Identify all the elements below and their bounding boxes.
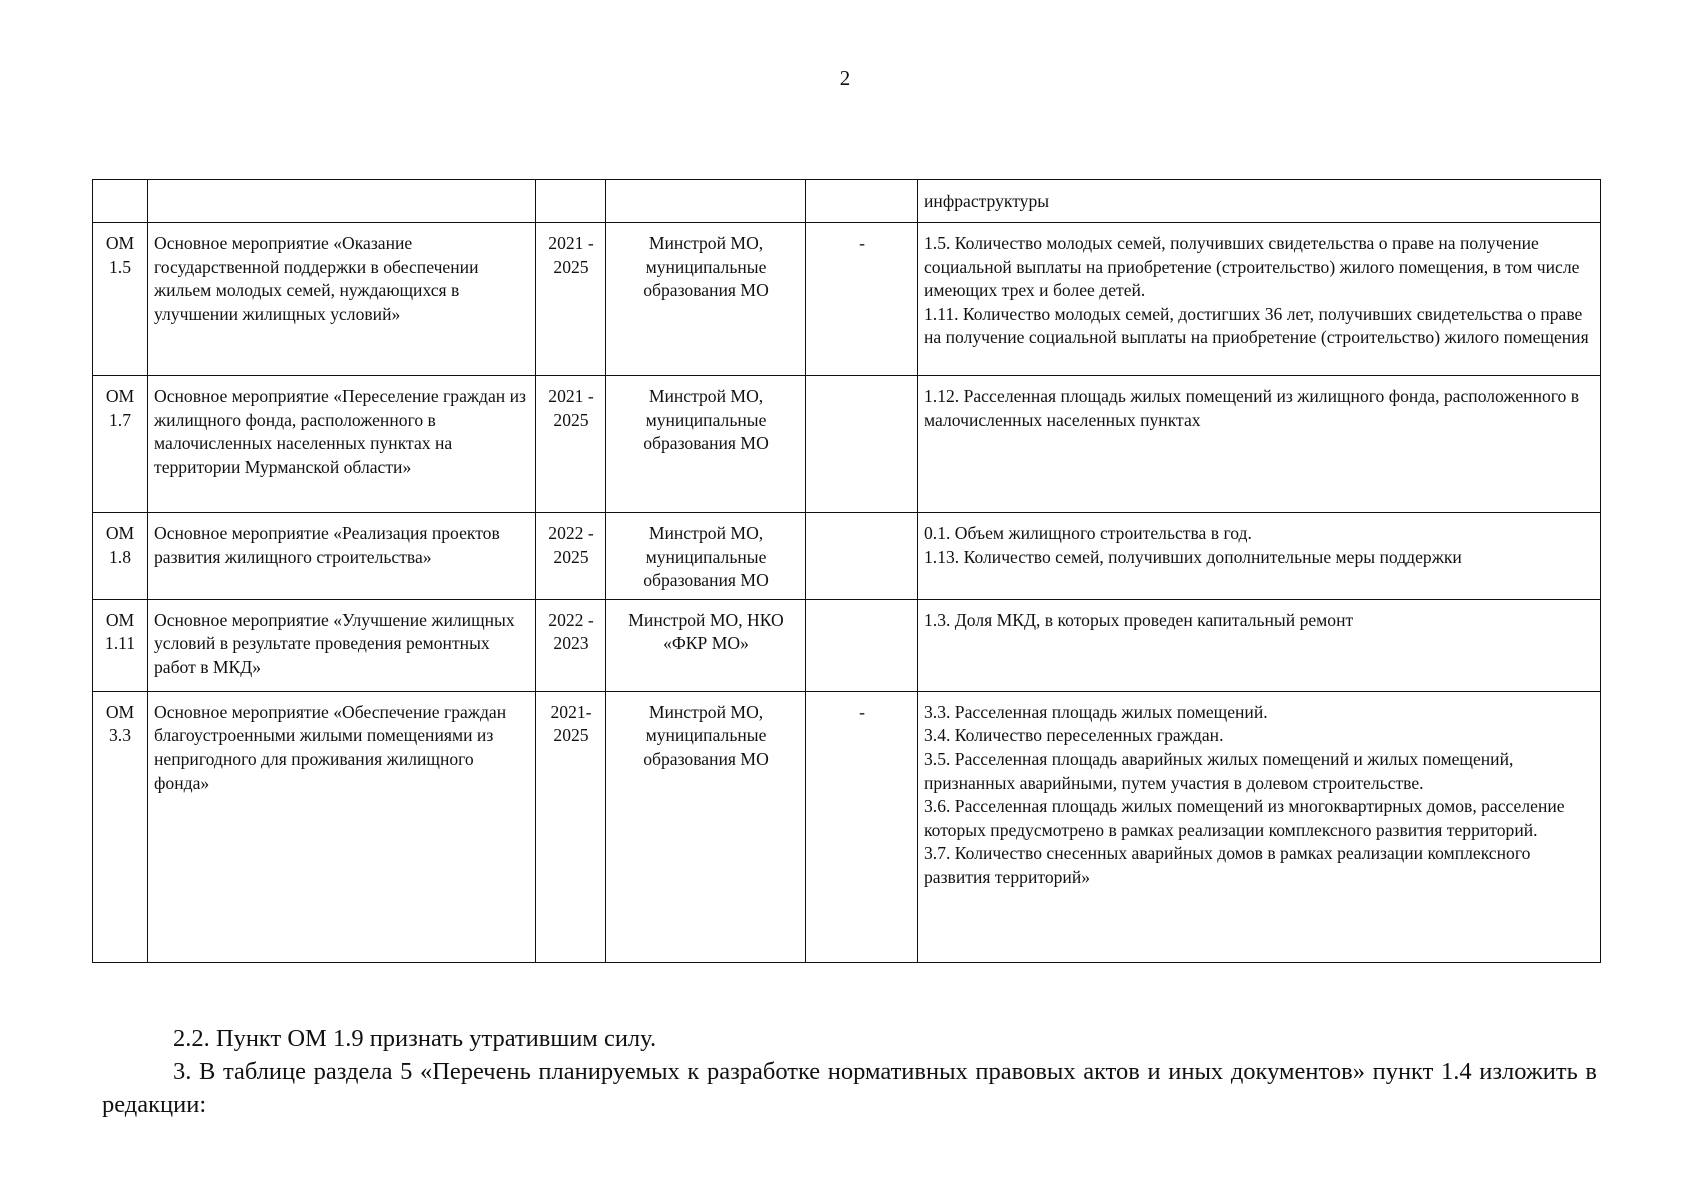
indicator-item: 1.11. Количество молодых семей, достигших 36 лет, получивших свидетельства о праве на получение социальной выплаты на приобретение (строительство) жилого помещения — [924, 303, 1589, 348]
indicator-item: 1.5. Количество молодых семей, получивших свидетельства о праве на получение социальной выплаты на приобретение (строительство) жилого помещения, в том числе имеющих трех и более детей. — [924, 233, 1580, 301]
measure-executor-cell: Минстрой МО, НКО «ФКР МО» — [606, 599, 806, 691]
measure-indicators-cell — [918, 376, 1601, 513]
paragraph-3: 3. В таблице раздела 5 «Перечень планируемых к разработке нормативных правовых актов и иных документов» пункт 1.4 изложить в редакции: — [102, 1058, 1597, 1118]
indicator-item: 1.13. Количество семей, получивших дополнительные меры поддержки — [924, 546, 1462, 567]
measure-years-cell: 2021- 2025 — [536, 691, 606, 962]
indicator-item: инфраструктуры — [924, 191, 1050, 211]
measure-name-cell: Основное мероприятие «Оказание государственной поддержки в обеспечении жильем молодых семей, нуждающихся в улучшении жилищных условий» — [148, 223, 536, 376]
table-row — [93, 180, 1601, 223]
measures-table — [92, 179, 1601, 963]
measure-name-cell: Основное мероприятие «Переселение граждан из жилищного фонда, расположенного в малочисленных населенных пунктах на территории Мурманской области» — [148, 376, 536, 513]
indicator-item: 3.5. Расселенная площадь аварийных жилых помещений и жилых помещений, признанных аварийными, путем участия в долевом строительстве. — [924, 748, 1514, 793]
measure-name-cell: Основное мероприятие «Реализация проектов развития жилищного строительства» — [148, 513, 536, 600]
measure-indicators-cell — [918, 223, 1601, 376]
measure-years-cell: 2021 - 2025 — [536, 223, 606, 376]
measure-code-cell: ОМ 3.3 — [93, 691, 148, 962]
indicator-item: 3.7. Количество снесенных аварийных домов в рамках реализации комплексного развития территорий» — [924, 843, 1531, 887]
indicator-item: 3.3. Расселенная площадь жилых помещений. — [924, 701, 1268, 722]
table-row — [93, 599, 1601, 691]
measure-mark-cell: - — [806, 691, 918, 962]
measure-years-cell: 2021 - 2025 — [536, 376, 606, 513]
measure-code-cell: ОМ 1.8 — [93, 513, 148, 600]
measure-code-cell: ОМ 1.5 — [93, 223, 148, 376]
measure-indicators-cell — [918, 599, 1601, 691]
measure-executor-cell: Минстрой МО, муниципальные образования МО — [606, 513, 806, 600]
measure-code-cell: ОМ 1.11 — [93, 599, 148, 691]
measure-years-cell: 2022 - 2023 — [536, 599, 606, 691]
measure-indicators-cell — [918, 513, 1601, 600]
indicator-item: 3.6. Расселенная площадь жилых помещений из многоквартирных домов, расселение которых предусмотрено в рамках реализации комплексного развития территорий. — [924, 796, 1565, 840]
measure-years-cell — [536, 180, 606, 223]
measure-name-cell — [148, 180, 536, 223]
measure-years-cell: 2022 - 2025 — [536, 513, 606, 600]
measure-mark-cell — [806, 599, 918, 691]
measure-mark-cell — [806, 180, 918, 223]
indicator-item: 3.4. Количество переселенных граждан. — [924, 725, 1224, 746]
measure-mark-cell — [806, 376, 918, 513]
indicator-item: 1.12. Расселенная площадь жилых помещений из жилищного фонда, расположенного в малочисленных населенных пунктах — [924, 386, 1580, 430]
measure-indicators-cell — [918, 691, 1601, 962]
indicator-item: 0.1. Объем жилищного строительства в год. — [924, 523, 1252, 543]
table-row — [93, 223, 1601, 376]
measure-name-cell: Основное мероприятие «Улучшение жилищных условий в результате проведения ремонтных работ в МКД» — [148, 599, 536, 691]
table-row — [93, 376, 1601, 513]
measure-executor-cell: Минстрой МО, муниципальные образования МО — [606, 376, 806, 513]
measure-code-cell — [93, 180, 148, 223]
table-body — [93, 180, 1601, 963]
measure-executor-cell — [606, 180, 806, 223]
measure-mark-cell — [806, 513, 918, 600]
table-row — [93, 513, 1601, 600]
measure-indicators-cell — [918, 180, 1601, 223]
measure-executor-cell: Минстрой МО, муниципальные образования МО — [606, 223, 806, 376]
measure-name-cell: Основное мероприятие «Обеспечение граждан благоустроенными жилыми помещениями из непригодного для проживания жилищного фонда» — [148, 691, 536, 962]
measure-mark-cell: - — [806, 223, 918, 376]
measure-executor-cell: Минстрой МО, муниципальные образования МО — [606, 691, 806, 962]
indicator-item: 1.3. Доля МКД, в которых проведен капитальный ремонт — [924, 609, 1354, 630]
table-row — [93, 691, 1601, 962]
measure-code-cell: ОМ 1.7 — [93, 376, 148, 513]
paragraph-2-2: 2.2. Пункт ОМ 1.9 признать утратившим силу. — [173, 1025, 657, 1052]
page-number: 2 — [839, 66, 851, 90]
